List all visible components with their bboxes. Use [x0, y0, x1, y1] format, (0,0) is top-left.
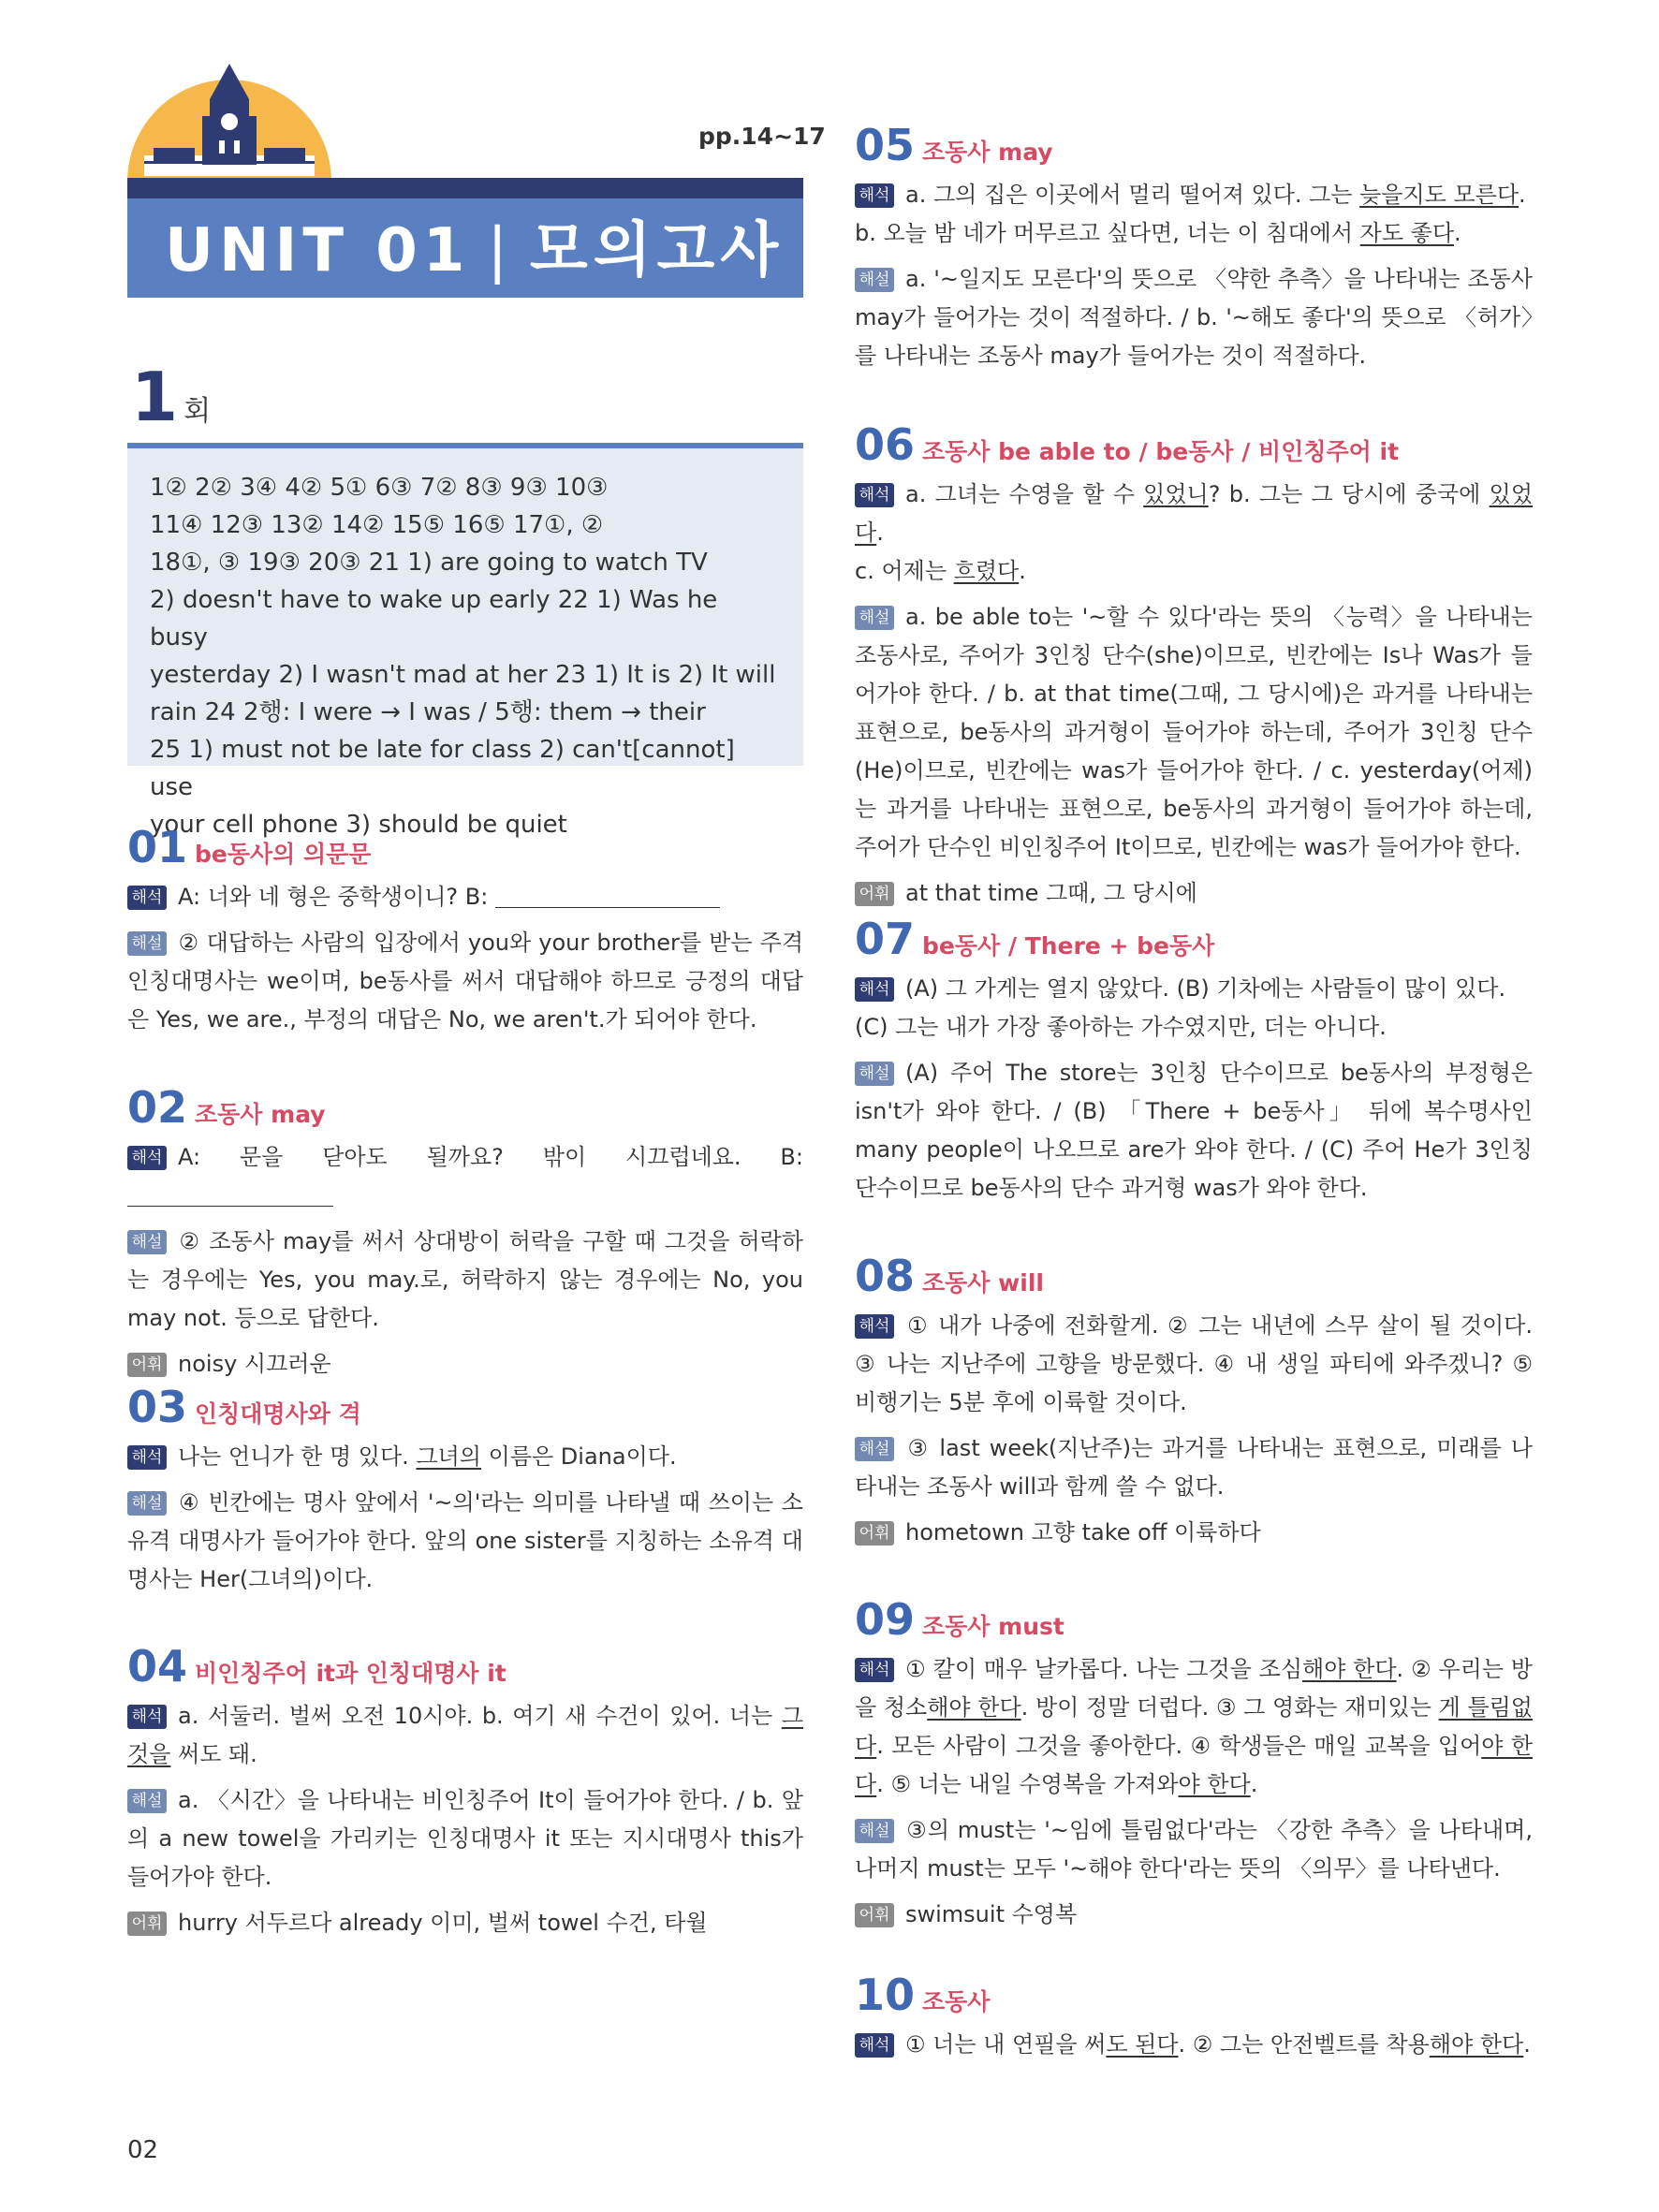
answer-line: 25 1) must not be late for class 2) can't[cannot] use [150, 736, 735, 801]
translation-text: A: 문을 닫아도 될까요? 밖이 시끄럽네요. B: [178, 1144, 803, 1170]
answer-line: 2) doesn't have to wake up early 22 1) Was he busy [150, 586, 718, 652]
vocab-tag: 어휘 [855, 882, 894, 906]
translation-text: 이름은 Diana이다. [481, 1443, 677, 1470]
underlined-text: 있었니 [1143, 481, 1209, 507]
section-09 [855, 1594, 1533, 1934]
translation-tag: 해석 [855, 483, 894, 507]
translation-text: . [1250, 1771, 1258, 1797]
section-10 [855, 1970, 1533, 2064]
vocab-tag: 어휘 [127, 1353, 167, 1377]
section-08 [855, 1251, 1533, 1552]
underlined-text: 그녀의 [416, 1443, 481, 1470]
underlined-text: 자도 좋다 [1359, 220, 1455, 246]
translation-tag: 해석 [855, 977, 894, 1002]
round-number: 1 [131, 358, 179, 436]
translation-text: a. 서둘러. 벌써 오전 10시야. b. 여기 새 수건이 있어. 너는 [178, 1703, 782, 1729]
answer-line: 11④ 12③ 13② 14② 15⑤ 16⑤ 17①, ② [150, 511, 604, 539]
explanation-tag: 해설 [855, 1062, 894, 1086]
translation-tag: 해석 [855, 1658, 894, 1682]
translation-text: . [1454, 220, 1461, 246]
section-number: 07 [855, 914, 916, 964]
underlined-text: 그것을 [127, 1703, 803, 1767]
vocab-text: swimsuit 수영복 [905, 1901, 1078, 1927]
translation-text: . ② 그는 안전벨트를 착용 [1178, 2031, 1430, 2058]
answer-blank [495, 883, 720, 908]
explanation-text: ② 대답하는 사람의 입장에서 you와 your brother를 받는 주격 인칭대명사는 we이며, be동사를 써서 대답해야 하므로 긍정의 대답은 Yes, we are., 부정의 대답은 No, we aren't.가 되어야 한다. [127, 930, 803, 1033]
vocab-text: hometown 고향 take off 이륙하다 [905, 1519, 1261, 1545]
section-number: 08 [855, 1251, 916, 1301]
translation-tag: 해석 [855, 1314, 894, 1339]
section-title: 비인칭주어 it과 인칭대명사 it [195, 1660, 507, 1687]
translation-text: . [1519, 182, 1526, 208]
underlined-text: 해야 한다 [927, 1694, 1021, 1721]
page-range: pp.14~17 [698, 123, 826, 150]
section-number: 01 [127, 822, 188, 872]
section-number: 04 [127, 1641, 188, 1692]
translation-text: . ② 우리는 방을 청소 [855, 1656, 1533, 1721]
underlined-text: 해야 한다 [1429, 2031, 1524, 2058]
translation-text: ① 너는 내 연필을 써 [905, 2031, 1107, 2058]
vocab-text: noisy 시끄러운 [178, 1351, 331, 1377]
section-03 [127, 1382, 803, 1599]
translation-text: . [1019, 558, 1026, 584]
translation-text: . [1523, 2031, 1531, 2058]
round-heading [131, 358, 211, 436]
answer-blank [127, 1181, 333, 1207]
explanation-text: a. '~일지도 모른다'의 뜻으로 〈약한 추측〉을 나타내는 조동사 may가 들어가는 것이 적절하다. / b. '~해도 좋다'의 뜻으로 〈허가〉를 나타내는 조동사 may가 들어가는 것이 적절하다. [855, 266, 1533, 369]
section-06 [855, 419, 1533, 913]
section-04 [127, 1641, 803, 1942]
translation-text: . 모든 사람이 그것을 좋아한다. ④ 학생들은 매일 교복을 입어 [876, 1733, 1482, 1759]
section-title: 조동사 will [922, 1269, 1044, 1296]
answer-line: 1② 2② 3④ 4② 5① 6③ 7② 8③ 9③ 10③ [150, 474, 609, 502]
underlined-text: 해야 한다 [1302, 1656, 1397, 1682]
translation-text: 나는 언니가 한 명 있다. [178, 1443, 417, 1470]
page-number: 02 [127, 2136, 159, 2164]
explanation-tag: 해설 [127, 931, 167, 956]
translation-tag: 해석 [127, 1445, 167, 1470]
unit-title [165, 202, 784, 288]
translation-text: a. 그녀는 수영을 할 수 [905, 481, 1144, 507]
translation-tag: 해석 [127, 886, 167, 910]
unit-separator: | [487, 216, 513, 286]
translation-text: ① 칼이 매우 날카롭다. 나는 그것을 조심 [905, 1656, 1303, 1682]
explanation-tag: 해설 [127, 1230, 167, 1254]
explanation-text: (A) 주어 The store는 3인칭 단수이므로 be동사의 부정형은 isn't가 와야 한다. / (B) 「There + be동사」 뒤에 복수명사인 many people이 나오므로 are가 와야 한다. / (C) 주어 He가 3인칭 단수이므로 be동사의 단수 과거형 was가 와야 한다. [855, 1060, 1533, 1201]
translation-text: . [876, 520, 884, 546]
translation-tag: 해석 [127, 1146, 167, 1170]
underlined-text: 늦을지도 모른다 [1359, 182, 1520, 208]
section-05 [855, 120, 1533, 375]
answer-key-box [127, 443, 803, 839]
explanation-tag: 해설 [127, 1789, 167, 1813]
section-title: 조동사 [922, 1988, 991, 2015]
section-01 [127, 822, 803, 1039]
vocab-tag: 어휘 [855, 1903, 894, 1927]
vocab-tag: 어휘 [127, 1912, 167, 1936]
explanation-tag: 해설 [855, 1437, 894, 1461]
section-title: be동사의 의문문 [195, 841, 372, 868]
explanation-text: ③의 must는 '~임에 틀림없다'라는 〈강한 추측〉을 나타내며, 나머지 must는 모두 '~해야 한다'라는 뜻의 〈의무〉를 나타낸다. [855, 1817, 1533, 1882]
vocab-text: at that time 그때, 그 당시에 [905, 880, 1197, 906]
explanation-tag: 해설 [127, 1491, 167, 1516]
section-number: 02 [127, 1082, 188, 1133]
translation-text: (C) 그는 내가 가장 좋아하는 가수였지만, 더는 아니다. [855, 1014, 1387, 1040]
translation-tag: 해석 [855, 183, 894, 208]
underlined-text: 있었다 [855, 481, 1534, 546]
answer-line: your cell phone 3) should be quiet [150, 811, 567, 839]
explanation-text: ④ 빈칸에는 명사 앞에서 '~의'라는 의미를 나타낼 때 쓰이는 소유격 대명사가 들어가야 한다. 앞의 one sister를 지칭하는 소유격 대명사는 Her(그녀의)이다. [127, 1489, 803, 1592]
section-title: 인칭대명사와 격 [195, 1400, 361, 1428]
underlined-text: 흐렸다 [953, 558, 1020, 584]
unit-subject: 모의고사 [529, 216, 785, 286]
section-number: 05 [855, 120, 916, 170]
answer-line: yesterday 2) I wasn't mad at her 23 1) It is 2) It will [150, 661, 776, 689]
round-suffix: 회 [184, 395, 212, 428]
explanation-text: a. 〈시간〉을 나타내는 비인칭주어 It이 들어가야 한다. / b. 앞의 a new towel을 가리키는 인칭대명사 it 또는 지시대명사 this가 들어가야 한다. [127, 1787, 803, 1890]
section-number: 03 [127, 1382, 188, 1432]
translation-text: . ⑤ 너는 내일 수영복을 가져와 [876, 1771, 1179, 1797]
translation-text: a. 그의 집은 이곳에서 멀리 떨어져 있다. 그는 [905, 182, 1360, 208]
translation-text: b. 오늘 밤 네가 머무르고 싶다면, 너는 이 침대에서 [855, 220, 1360, 246]
section-title: 조동사 may [195, 1101, 326, 1128]
translation-text: c. 어제는 [855, 558, 954, 584]
underlined-text: 게 틀림없다 [855, 1694, 1533, 1759]
vocab-text: hurry 서두르다 already 이미, 벌써 towel 수건, 타월 [178, 1910, 708, 1936]
section-number: 09 [855, 1594, 916, 1645]
section-title: be동사 / There + be동사 [922, 932, 1215, 960]
translation-tag: 해석 [855, 2033, 894, 2058]
explanation-tag: 해설 [855, 1819, 894, 1843]
underlined-text: 야 한다 [855, 1733, 1534, 1797]
section-title: 조동사 be able to / be동사 / 비인칭주어 it [922, 438, 1400, 465]
translation-text: ① 내가 나중에 전화할게. ② 그는 내년에 스무 살이 될 것이다. ③ 나는 지난주에 고향을 방문했다. ④ 내 생일 파티에 와주겠니? ⑤ 비행기는 5분 후에 이륙할 것이다. [855, 1312, 1533, 1415]
explanation-tag: 해설 [855, 268, 894, 292]
section-02 [127, 1082, 803, 1384]
translation-text: 써도 돼. [170, 1741, 257, 1767]
translation-text: ? b. 그는 그 당시에 중국에 [1208, 481, 1490, 507]
underlined-text: 야 한다 [1178, 1771, 1251, 1797]
explanation-text: ③ last week(지난주)는 과거를 나타내는 표현으로, 미래를 나타내는 조동사 will과 함께 쓸 수 없다. [855, 1435, 1533, 1500]
answer-line: rain 24 2행: I were → I was / 5행: them → their [150, 698, 706, 726]
translation-tag: 해석 [127, 1705, 167, 1729]
translation-text: . 방이 정말 더럽다. ③ 그 영화는 재미있는 [1020, 1694, 1439, 1721]
translation-text: A: 너와 네 형은 중학생이니? B: [178, 884, 489, 910]
section-title: 조동사 must [922, 1613, 1064, 1640]
explanation-text: ② 조동사 may를 써서 상대방이 허락을 구할 때 그것을 허락하는 경우에는 Yes, you may.로, 허락하지 않는 경우에는 No, you may not. 등으로 답한다. [127, 1228, 803, 1331]
section-title: 조동사 may [922, 139, 1053, 166]
answer-line: 18①, ③ 19③ 20③ 21 1) are going to watch TV [150, 549, 708, 577]
vocab-tag: 어휘 [855, 1521, 894, 1545]
section-number: 06 [855, 419, 916, 470]
section-07 [855, 914, 1533, 1208]
underlined-text: 도 된다 [1106, 2031, 1179, 2058]
explanation-text: a. be able to는 '~할 수 있다'라는 뜻의 〈능력〉을 나타내는 조동사로, 주어가 3인칭 단수(she)이므로, 빈칸에는 Is나 Was가 들어가야 한다. / b. at that time(그때, 그 당시에)은 과거를 나타내는 표현으로, be동사의 과거형이 들어가야 하는데, 주어가 3인칭 단수(He)이므로, 빈칸에는 was가 들어가야 한다. / c. yesterday(어제)는 과거를 나타내는 표현으로, be동사의 과거형이 들어가야 하는데, 주어가 단수인 비인칭주어 It이므로, 빈칸에는 was가 들어가야 한다. [855, 604, 1533, 860]
castle-illustration [125, 51, 333, 182]
section-number: 10 [855, 1970, 916, 2020]
translation-text: (A) 그 가게는 열지 않았다. (B) 기차에는 사람들이 많이 있다. [905, 975, 1506, 1002]
unit-label: UNIT 01 [165, 216, 471, 286]
explanation-tag: 해설 [855, 606, 894, 630]
